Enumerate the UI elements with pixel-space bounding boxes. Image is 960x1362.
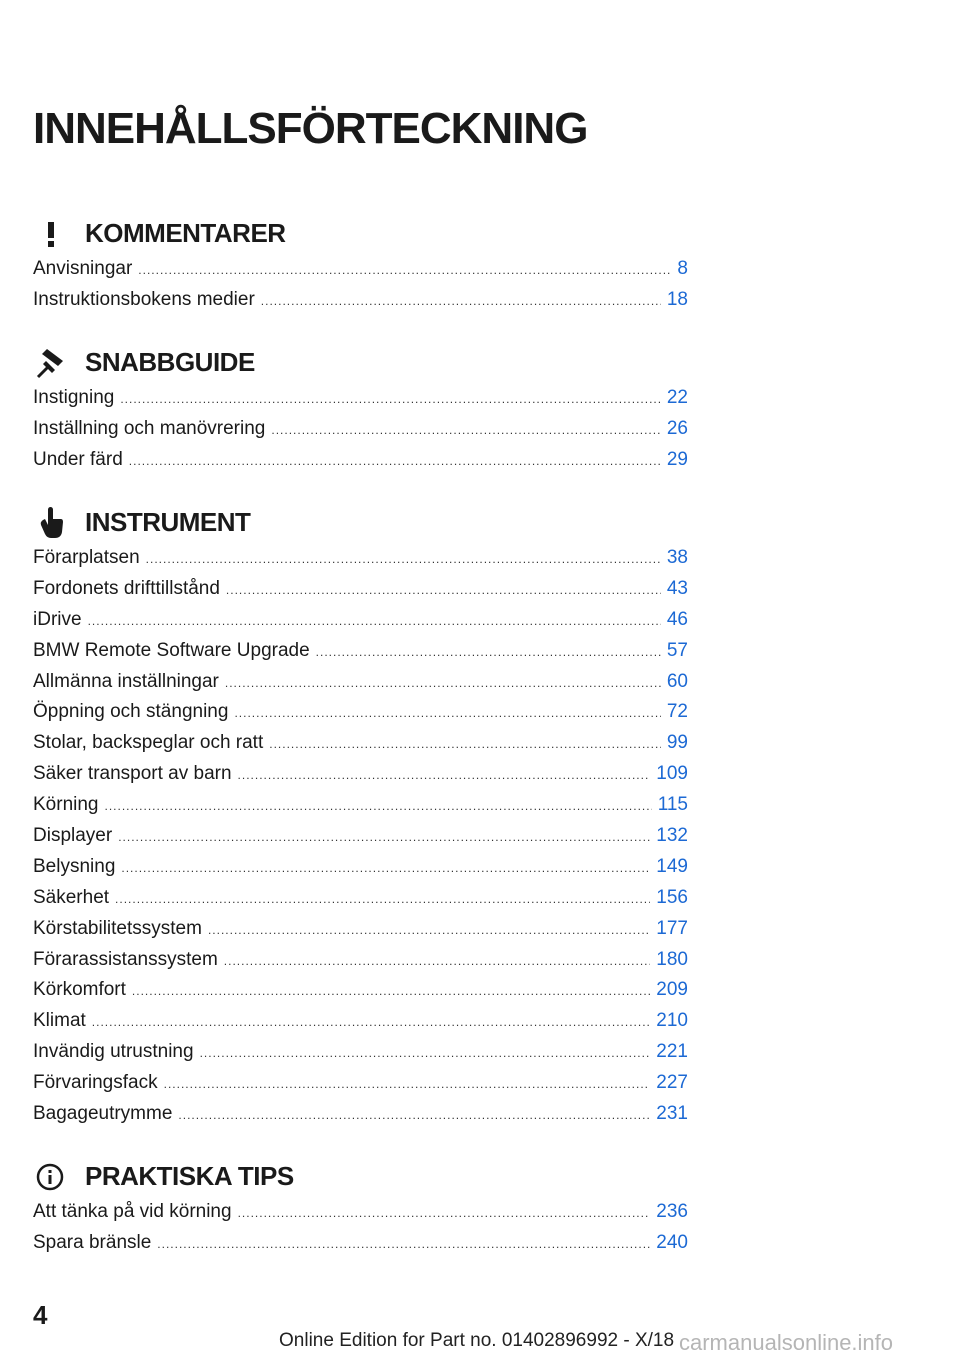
page-number: 4 bbox=[33, 1300, 48, 1330]
toc-entry-invandig-utrustning[interactable] bbox=[33, 1037, 688, 1068]
section-kommentarer bbox=[33, 214, 688, 316]
toc-page-link[interactable]: 231 bbox=[656, 1103, 688, 1125]
toc-list bbox=[33, 383, 688, 476]
dot-leader bbox=[226, 575, 661, 606]
toc-page-link[interactable]: 43 bbox=[666, 577, 688, 599]
toc-label: Förarplatsen bbox=[33, 547, 140, 568]
toc-entry-oppning-och-stangning[interactable] bbox=[33, 697, 688, 728]
dot-leader bbox=[238, 1198, 651, 1229]
toc-page-link[interactable]: 26 bbox=[666, 417, 688, 439]
toc-page-link[interactable]: 227 bbox=[656, 1072, 688, 1094]
toc-page-link[interactable]: 240 bbox=[656, 1231, 688, 1253]
section-header bbox=[33, 503, 688, 543]
footer-edition: Online Edition for Part no. 01402896992 - X/18 bbox=[279, 1330, 675, 1351]
toc-entry-forarplatsen[interactable] bbox=[33, 543, 688, 574]
toc-label: BMW Remote Software Upgrade bbox=[33, 639, 310, 661]
toc-entry-installning-och-manovrering[interactable] bbox=[33, 414, 688, 445]
toc-entry-anvisningar[interactable] bbox=[33, 254, 688, 285]
dot-leader bbox=[225, 668, 661, 699]
exclamation-icon bbox=[33, 216, 71, 250]
dot-leader bbox=[208, 915, 650, 946]
toc-label: Allmänna inställningar bbox=[33, 670, 219, 692]
toc-page-link[interactable]: 29 bbox=[666, 448, 688, 470]
toc-label: Inställning och manövrering bbox=[33, 417, 266, 439]
toc-entry-sakerhet[interactable] bbox=[33, 883, 688, 914]
watermark: carmanualsonline.info bbox=[679, 1330, 894, 1355]
toc-label: Stolar, backspeglar och ratt bbox=[33, 732, 264, 754]
toc-entry-displayer[interactable] bbox=[33, 821, 688, 852]
toc-entry-bagageutrymme[interactable] bbox=[33, 1099, 688, 1130]
toc-entry-korstabilitetssystem[interactable] bbox=[33, 914, 688, 945]
toc-entry-forvaringsfack[interactable] bbox=[33, 1068, 688, 1099]
toc-label: Displayer bbox=[33, 825, 113, 847]
toc-entry-saker-transport-av-barn[interactable] bbox=[33, 759, 688, 790]
section-title: SNABBGUIDE bbox=[85, 347, 255, 377]
toc-page-link[interactable]: 221 bbox=[656, 1041, 688, 1063]
section-instrument bbox=[33, 503, 688, 1130]
toc-label: Klimat bbox=[33, 1010, 86, 1032]
toc-page-link[interactable]: 18 bbox=[666, 288, 688, 310]
toc-label: Att tänka på vid körning bbox=[33, 1201, 232, 1222]
toc-entry-spara-bransle[interactable] bbox=[33, 1228, 688, 1259]
toc-page-link[interactable]: 180 bbox=[656, 948, 688, 970]
toc-page-link[interactable]: 60 bbox=[666, 670, 688, 692]
dot-leader bbox=[224, 946, 651, 977]
section-praktiska-tips bbox=[33, 1157, 688, 1259]
dot-leader bbox=[157, 1229, 650, 1260]
toc-page-link[interactable]: 109 bbox=[656, 763, 688, 785]
pushpin-icon bbox=[33, 345, 71, 379]
toc-label: Förarassistanssystem bbox=[33, 948, 218, 970]
section-title: KOMMENTARER bbox=[85, 218, 286, 248]
toc-page-link[interactable]: 149 bbox=[656, 855, 688, 877]
toc-label: Instruktionsbokens medier bbox=[33, 288, 255, 310]
toc-entry-allmanna-installningar[interactable] bbox=[33, 667, 688, 698]
dot-leader bbox=[146, 544, 661, 575]
toc-label: Invändig utrustning bbox=[33, 1041, 194, 1063]
dot-leader bbox=[138, 255, 671, 286]
toc-entry-korning[interactable] bbox=[33, 790, 688, 821]
toc-entry-klimat[interactable] bbox=[33, 1006, 688, 1037]
toc-label: Instigning bbox=[33, 387, 115, 408]
dot-leader bbox=[238, 760, 651, 791]
dot-leader bbox=[120, 384, 661, 415]
toc-page-link[interactable]: 209 bbox=[656, 979, 688, 1001]
toc-entry-belysning[interactable] bbox=[33, 852, 688, 883]
toc-label: Spara bränsle bbox=[33, 1231, 152, 1253]
dot-leader bbox=[118, 822, 650, 853]
toc-page-link[interactable]: 8 bbox=[677, 258, 688, 279]
section-header bbox=[33, 343, 688, 383]
info-icon bbox=[33, 1159, 71, 1193]
section-title: INSTRUMENT bbox=[85, 507, 251, 537]
toc-entry-instigning[interactable] bbox=[33, 383, 688, 414]
dot-leader bbox=[178, 1100, 650, 1131]
dot-leader bbox=[129, 446, 661, 477]
toc-page-link[interactable]: 115 bbox=[657, 794, 688, 816]
toc-page-link[interactable]: 210 bbox=[656, 1010, 688, 1032]
section-header bbox=[33, 214, 688, 254]
toc-list bbox=[33, 1197, 688, 1259]
toc-label: Körstabilitetssystem bbox=[33, 917, 202, 939]
toc-page-link[interactable]: 72 bbox=[666, 701, 688, 723]
dot-leader bbox=[200, 1038, 651, 1069]
toc-label: Säkerhet bbox=[33, 886, 110, 908]
toc-page-link[interactable]: 177 bbox=[656, 917, 688, 939]
toc-entry-forarassistanssystem[interactable] bbox=[33, 945, 688, 976]
toc-page-link[interactable]: 38 bbox=[666, 547, 688, 568]
toc-entry-under-fard[interactable] bbox=[33, 445, 688, 476]
dot-leader bbox=[88, 606, 661, 637]
dot-leader bbox=[164, 1069, 651, 1100]
section-header bbox=[33, 1157, 688, 1197]
dot-leader bbox=[269, 729, 661, 760]
dot-leader bbox=[121, 853, 650, 884]
toc-label: Fordonets drifttillstånd bbox=[33, 577, 220, 599]
toc-entry-att-tanka-pa-vid-korning[interactable] bbox=[33, 1197, 688, 1228]
toc-page-link[interactable]: 22 bbox=[666, 387, 688, 408]
dot-leader bbox=[115, 884, 650, 915]
toc-entry-korkomfort[interactable] bbox=[33, 975, 688, 1006]
toc-page-link[interactable]: 99 bbox=[666, 732, 688, 754]
toc-page-link[interactable]: 57 bbox=[666, 639, 688, 661]
toc-page-link[interactable]: 132 bbox=[656, 825, 688, 847]
toc-label: Körning bbox=[33, 794, 99, 816]
dot-leader bbox=[234, 698, 660, 729]
toc-label: Bagageutrymme bbox=[33, 1103, 173, 1125]
toc-label: Belysning bbox=[33, 855, 116, 877]
dot-leader bbox=[132, 976, 650, 1007]
dot-leader bbox=[261, 286, 661, 317]
toc-page-link[interactable]: 236 bbox=[656, 1201, 688, 1222]
toc-list bbox=[33, 254, 688, 316]
dot-leader bbox=[105, 791, 652, 822]
toc-list bbox=[33, 543, 688, 1130]
toc-label: Förvaringsfack bbox=[33, 1072, 158, 1094]
toc-entry-stolar-backspeglar-och-ratt[interactable] bbox=[33, 728, 688, 759]
toc-entry-instruktionsbokens-medier[interactable] bbox=[33, 285, 688, 316]
toc-label: Öppning och stängning bbox=[33, 701, 229, 723]
section-title: PRAKTISKA TIPS bbox=[85, 1161, 294, 1191]
page-title: INNEHÅLLSFÖRTECKNING bbox=[33, 104, 588, 153]
dot-leader bbox=[92, 1007, 651, 1038]
section-snabbguide bbox=[33, 343, 688, 476]
toc-page-link[interactable]: 156 bbox=[656, 886, 688, 908]
toc-label: Säker transport av barn bbox=[33, 763, 232, 785]
toc-label: iDrive bbox=[33, 608, 82, 630]
dot-leader bbox=[316, 637, 661, 668]
toc-entry-idrive[interactable] bbox=[33, 605, 688, 636]
toc-page-link[interactable]: 46 bbox=[666, 608, 688, 630]
pointing-hand-icon bbox=[33, 505, 71, 539]
toc-entry-bmw-remote-software-upgrade[interactable] bbox=[33, 636, 688, 667]
toc-label: Under färd bbox=[33, 448, 123, 470]
toc-entry-fordonets-drifttillstand[interactable] bbox=[33, 574, 688, 605]
toc-label: Anvisningar bbox=[33, 258, 133, 279]
toc-label: Körkomfort bbox=[33, 979, 126, 1001]
dot-leader bbox=[271, 415, 661, 446]
